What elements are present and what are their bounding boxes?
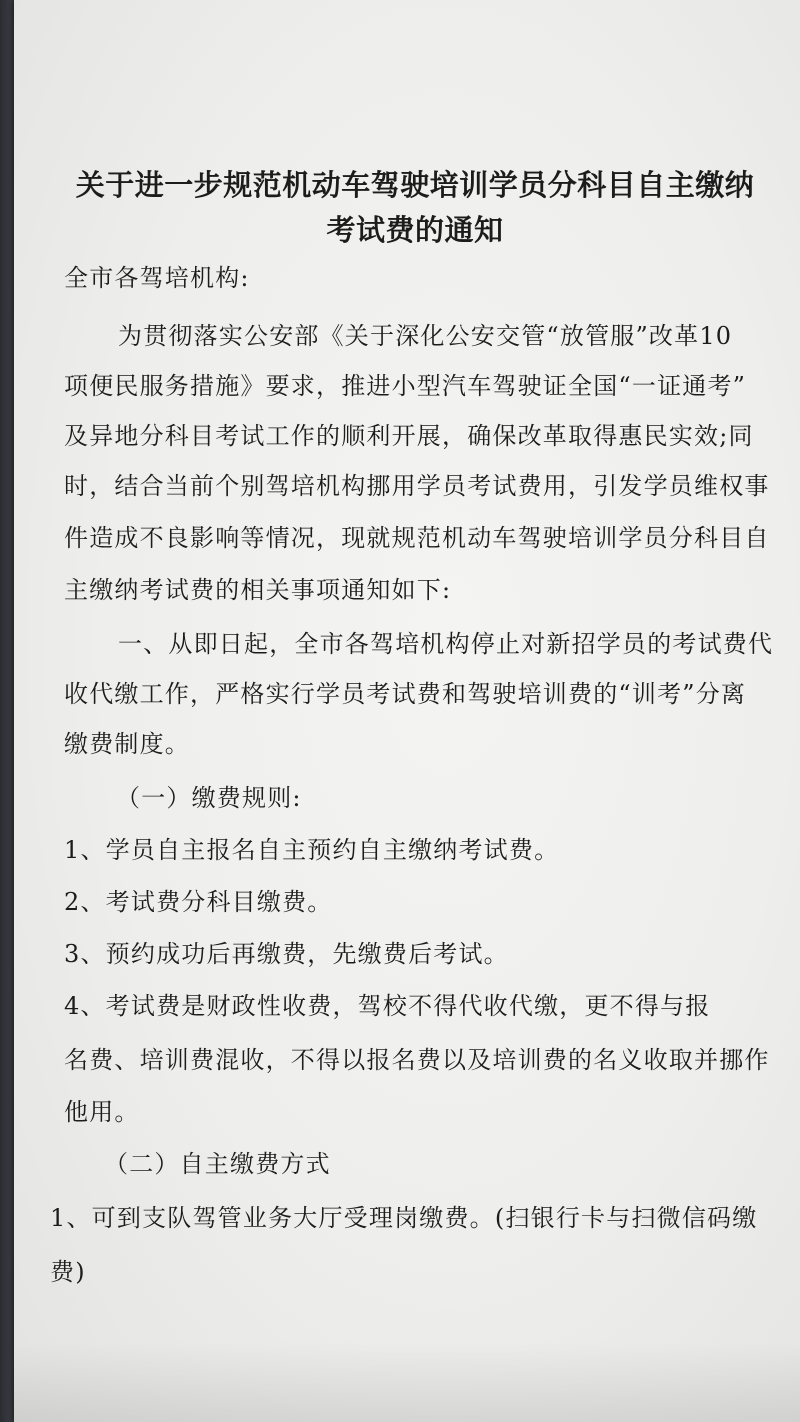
subsection-heading-methods: （二）自主缴费方式 bbox=[104, 1150, 331, 1178]
rule-item: 他用。 bbox=[64, 1098, 140, 1126]
rule-item: 名费、培训费混收，不得以报名费以及培训费的名义收取并挪作 bbox=[64, 1046, 770, 1074]
rule-item: 3、预约成功后再缴费，先缴费后考试。 bbox=[64, 940, 509, 968]
rule-item: 4、考试费是财政性收费，驾校不得代收代缴，更不得与报 bbox=[64, 992, 711, 1020]
salutation: 全市各驾培机构: bbox=[64, 264, 250, 292]
section-line: 收代缴工作，严格实行学员考试费和驾驶培训费的“训考”分离 bbox=[64, 680, 747, 708]
subsection-heading-rules: （一）缴费规则: bbox=[116, 784, 302, 812]
document-title-line-2: 考试费的通知 bbox=[326, 213, 504, 247]
section-line: 缴费制度。 bbox=[64, 730, 190, 758]
rule-item: 2、考试费分科目缴费。 bbox=[64, 888, 333, 916]
rule-item: 1、学员自主报名自主预约自主缴纳考试费。 bbox=[64, 836, 560, 864]
paragraph-line: 主缴纳考试费的相关事项通知如下: bbox=[64, 576, 452, 604]
method-item: 1、可到支队驾管业务大厅受理岗缴费。(扫银行卡与扫微信码缴 bbox=[50, 1204, 758, 1232]
paragraph-line: 及异地分科目考试工作的顺利开展，确保改革取得惠民实效;同 bbox=[64, 422, 754, 450]
document-page bbox=[14, 0, 800, 1422]
paragraph-line: 时，结合当前个别驾培机构挪用学员考试费用，引发学员维权事 bbox=[64, 472, 770, 500]
document-title-line-1: 关于进一步规范机动车驾驶培训学员分科目自主缴纳 bbox=[75, 168, 755, 202]
method-item: 费) bbox=[50, 1258, 86, 1286]
paragraph-line: 件造成不良影响等情况，现就规范机动车驾驶培训学员分科目自 bbox=[64, 524, 770, 552]
paragraph-line: 项便民服务措施》要求，推进小型汽车驾驶证全国“一证通考” bbox=[64, 372, 747, 400]
section-line: 一、从即日起，全市各驾培机构停止对新招学员的考试费代 bbox=[118, 630, 774, 658]
paragraph-line: 为贯彻落实公安部《关于深化公安交管“放管服”改革10 bbox=[118, 322, 733, 350]
